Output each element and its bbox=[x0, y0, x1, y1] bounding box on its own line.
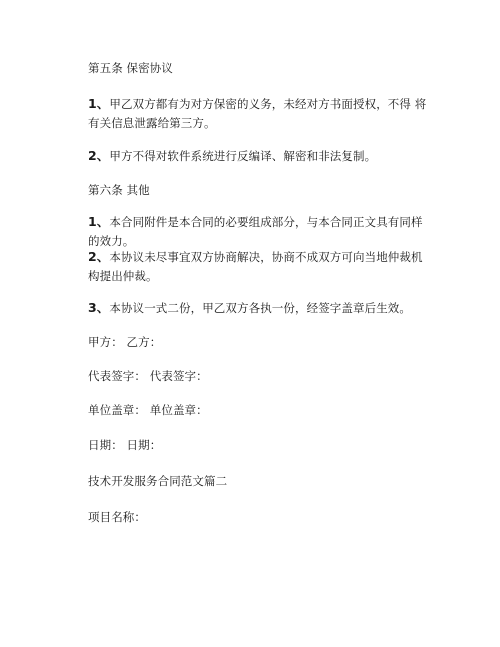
item-number: 3、 bbox=[88, 300, 110, 315]
representative-signature-line: 代表签字： 代表签字： bbox=[88, 369, 208, 383]
section-5-item-1 bbox=[88, 94, 433, 133]
item-text: 本协议一式二份，甲乙双方各执一份，经签字盖章后生效。 bbox=[109, 301, 412, 315]
item-number: 1、 bbox=[88, 96, 110, 111]
date-line: 日期： 日期： bbox=[88, 438, 162, 452]
item-text: 本合同附件是本合同的必要组成部分，与本合同正文具有同样 的效力。 bbox=[88, 215, 423, 248]
section-6-heading: 第六条 其他 bbox=[88, 183, 150, 197]
item-text: 本协议未尽事宜双方协商解决，协商不成双方可向当地仲裁机 构提出仲裁。 bbox=[88, 250, 423, 283]
unit-seal-line: 单位盖章： 单位盖章： bbox=[88, 403, 208, 417]
parties-line: 甲方： 乙方： bbox=[88, 335, 162, 349]
item-text: 甲乙双方都有为对方保密的义务，未经对方书面授权，不得 将有关信息泄露给第三方。 bbox=[88, 97, 427, 130]
next-contract-title: 技术开发服务合同范文篇二 bbox=[88, 474, 228, 488]
item-number: 2、 bbox=[88, 249, 110, 264]
item-number: 2、 bbox=[88, 148, 110, 163]
item-number: 1、 bbox=[88, 214, 110, 229]
project-name-line: 项目名称： bbox=[88, 510, 146, 524]
section-6-item-2 bbox=[88, 247, 433, 286]
item-text: 甲方不得对软件系统进行反编译、解密和非法复制。 bbox=[109, 149, 377, 163]
section-6-item-1 bbox=[88, 212, 433, 251]
section-5-heading: 第五条 保密协议 bbox=[88, 61, 173, 75]
section-5-item-2 bbox=[88, 146, 433, 166]
section-6-item-3 bbox=[88, 298, 433, 318]
